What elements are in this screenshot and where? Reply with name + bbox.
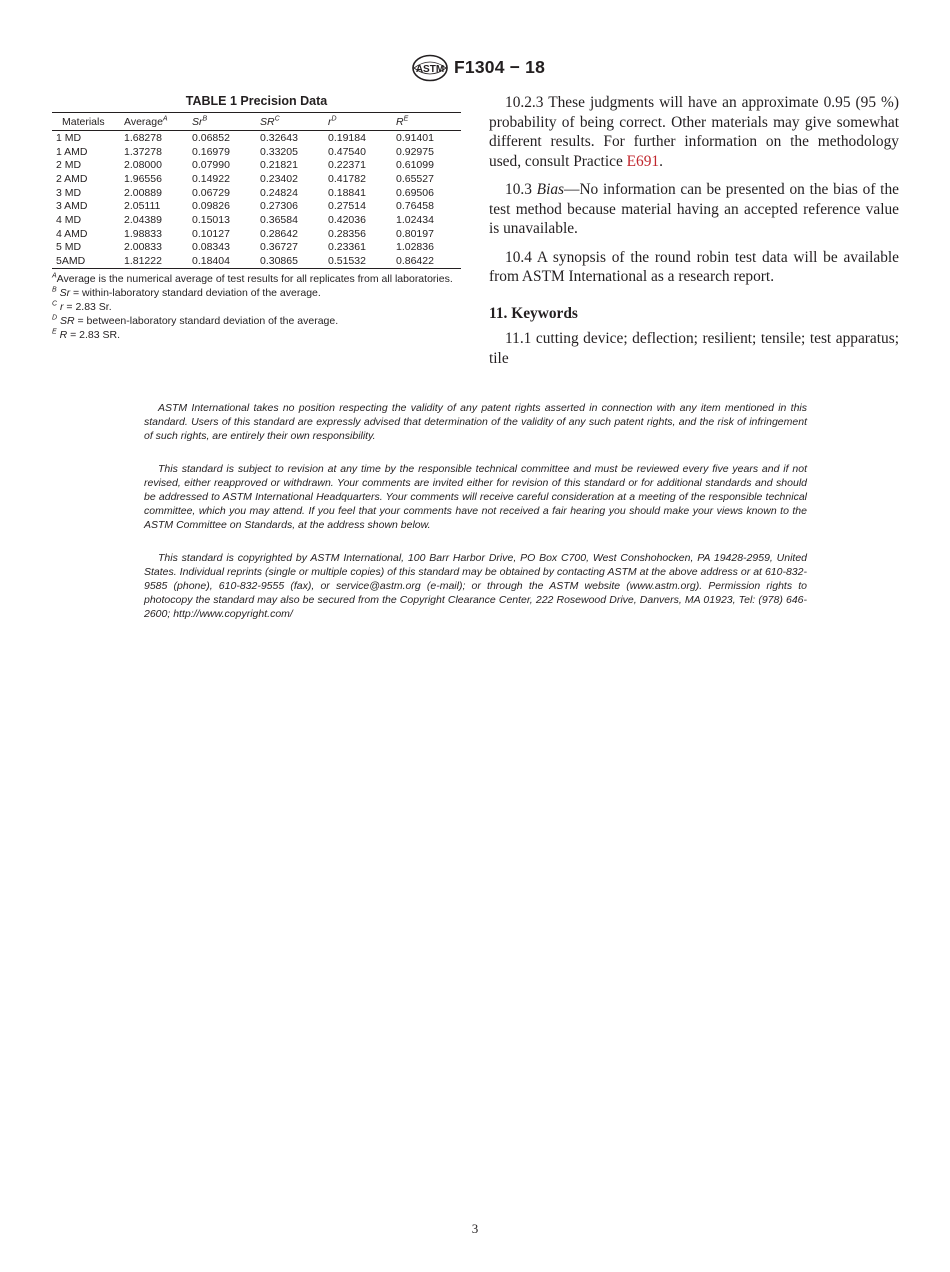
table-cell: 0.09826 [192,200,230,213]
table-cell: 0.06729 [192,186,230,199]
table-cell: 0.36584 [260,213,298,226]
table-header-row [52,113,461,131]
table-row [52,213,461,227]
table-cell: 0.24824 [260,186,298,199]
table-cell: 0.47540 [328,145,366,158]
table-cell: 0.32643 [260,131,298,144]
table-cell: 0.65527 [396,172,434,185]
footnote-d: $^D$ SR = between-laboratory standard deviation of the average. [52,314,339,327]
table-cell: 0.30865 [256,254,324,268]
paragraph-10-2-3: 10.2.3 These judgments will have an approximate 0.95 (95 %) probability of being correct. Other materials may give somewhat different results. For further information on the methodology used, consult Practice E691. [489,94,899,170]
table-cell: 0.27306 [260,200,298,213]
right-column [489,93,899,368]
table-cell: 0.18404 [188,254,256,268]
table-cell: 1.02434 [396,213,434,226]
table-cell: 2 AMD [56,172,88,185]
table-title: TABLE 1 Precision Data [185,94,328,108]
precision-table-block [52,94,461,342]
astm-logo-icon [410,54,450,82]
table-cell: 2 MD [56,159,82,172]
footnote-e: $^E$ R = 2.83 SR. [52,328,121,341]
table-cell: 0.69506 [396,186,434,199]
table-footnotes [52,272,461,342]
footnote-a: $^A$Average is the numerical average of test results for all replicates from all laboratories. [52,272,453,285]
table-cell: 0.42036 [328,213,366,226]
revision-notice: This standard is subject to revision at any time by the responsible technical committee and must be reviewed every five years and if not revised, either reapproved or withdrawn. Your comments are invited either for revision of this standard or for additional standards and should be addressed to ASTM International Headquarters. Your comments will receive careful consideration at a meeting of the responsible technical committee, which you may attend. If you feel that your comments have not received a fair hearing you should make your views known to the ASTM Committee on Standards, at the address shown below. [144,463,807,531]
footnote-c: $^C$ r = 2.83 Sr. [52,300,112,313]
table-cell: 0.33205 [260,145,298,158]
table-cell: 1.81222 [120,254,188,268]
table-cell: 0.76458 [396,200,434,213]
keywords-heading: 11. Keywords [489,304,578,322]
e691-link[interactable]: E691 [626,152,660,170]
table-cell: 0.10127 [192,227,230,240]
table-body [52,131,461,269]
table-cell: 0.80197 [396,227,434,240]
table-cell: 2.04389 [124,213,162,226]
table-row [52,227,461,241]
table-cell: 0.16979 [192,145,230,158]
page-header [0,54,950,84]
table-cell: 0.27514 [328,200,366,213]
table-row [52,172,461,186]
table-row [52,254,461,268]
table-cell: 0.28642 [260,227,298,240]
table-row [52,158,461,172]
page-number: 3 [471,1221,479,1236]
table-cell: 2.00833 [124,241,162,254]
table-cell: 0.15013 [192,213,230,226]
table-cell: 0.36727 [260,241,298,254]
table-row [52,186,461,200]
table-cell: 3 AMD [56,200,88,213]
document-id: F1304 − 18 [454,57,546,77]
table-cell: 4 MD [56,213,82,226]
table-cell: 0.51532 [324,254,392,268]
table-cell: 1.37278 [124,145,162,158]
table-cell: 0.91401 [396,131,434,144]
table-cell: 2.08000 [124,159,162,172]
table-row [52,145,461,159]
table-cell: 4 AMD [56,227,88,240]
column-header-2: Average$^A$ [120,113,188,131]
column-header-6: $R^E$ [392,113,461,131]
column-header-3: $Sr^B$ [188,113,256,131]
table-cell: 0.07990 [192,159,230,172]
table-cell: 1 AMD [56,145,88,158]
table-cell: 0.23361 [328,241,366,254]
column-header-5: $r^D$ [324,113,392,131]
table-cell: 0.86422 [392,254,461,268]
table-cell: 1.02836 [396,241,434,254]
footnote-b: $^B$ Sr = within-laboratory standard deviation of the average. [52,286,321,299]
table-cell: 0.18841 [328,186,366,199]
table-cell: 5AMD [52,254,120,268]
table-row [52,131,461,145]
table-cell: 1.98833 [124,227,162,240]
patent-notice: ASTM International takes no position respecting the validity of any patent rights asserted in connection with any item mentioned in this standard. Users of this standard are expressly advised that determination of the validity of any such patent rights, and the risk of infringement of such rights, are entirely their own responsibility. [144,402,807,442]
copyright-notice: This standard is copyrighted by ASTM International, 100 Barr Harbor Drive, PO Box C700, West Conshohocken, PA 19428-2959, United States. Individual reprints (single or multiple copies) of this standard may be obtained by contacting ASTM at the above address or at 610-832-9585 (phone), 610-832-9555 (fax), or service@astm.org (e-mail); or through the ASTM website (www.astm.org). Permission rights to photocopy the standard may also be secured from the Copyright Clearance Center, 222 Rosewood Drive, Danvers, MA 01923, Tel: (978) 646-2600; http://www.copyright.com/ [144,552,807,620]
paragraph-10-3: 10.3 Bias—No information can be presented on the bias of the test method because material having an accepted reference value is unavailable. [489,181,899,237]
table-cell: 1 MD [56,131,82,144]
table-cell: 2.05111 [124,200,161,213]
precision-table [52,112,461,269]
table-cell: 0.19184 [328,131,366,144]
table-row [52,241,461,255]
table-cell: 2.00889 [124,186,162,199]
table-cell: 0.92975 [396,145,434,158]
table-cell: 0.61099 [396,159,434,172]
table-cell: 0.14922 [192,172,230,185]
table-row [52,199,461,213]
paragraph-10-4: 10.4 A synopsis of the round robin test data will be available from ASTM International as a research report. [489,248,899,285]
table-cell: 0.22371 [328,159,366,172]
table-cell: 0.06852 [192,131,230,144]
table-cell: 3 MD [56,186,82,199]
table-cell: 0.23402 [260,172,298,185]
table-cell: 1.68278 [124,131,162,144]
column-header-1: Materials [52,113,120,131]
paragraph-11-1: 11.1 cutting device; deflection; resilient; tensile; test apparatus; tile [489,330,899,367]
column-header-4: $SR^C$ [256,113,324,131]
table-cell: 1.96556 [124,172,162,185]
table-cell: 0.28356 [328,227,366,240]
table-cell: 0.21821 [260,159,298,172]
logo-text: ASTM [415,64,445,75]
table-cell: 0.08343 [192,241,230,254]
table-cell: 5 MD [56,241,82,254]
table-cell: 0.41782 [328,172,366,185]
